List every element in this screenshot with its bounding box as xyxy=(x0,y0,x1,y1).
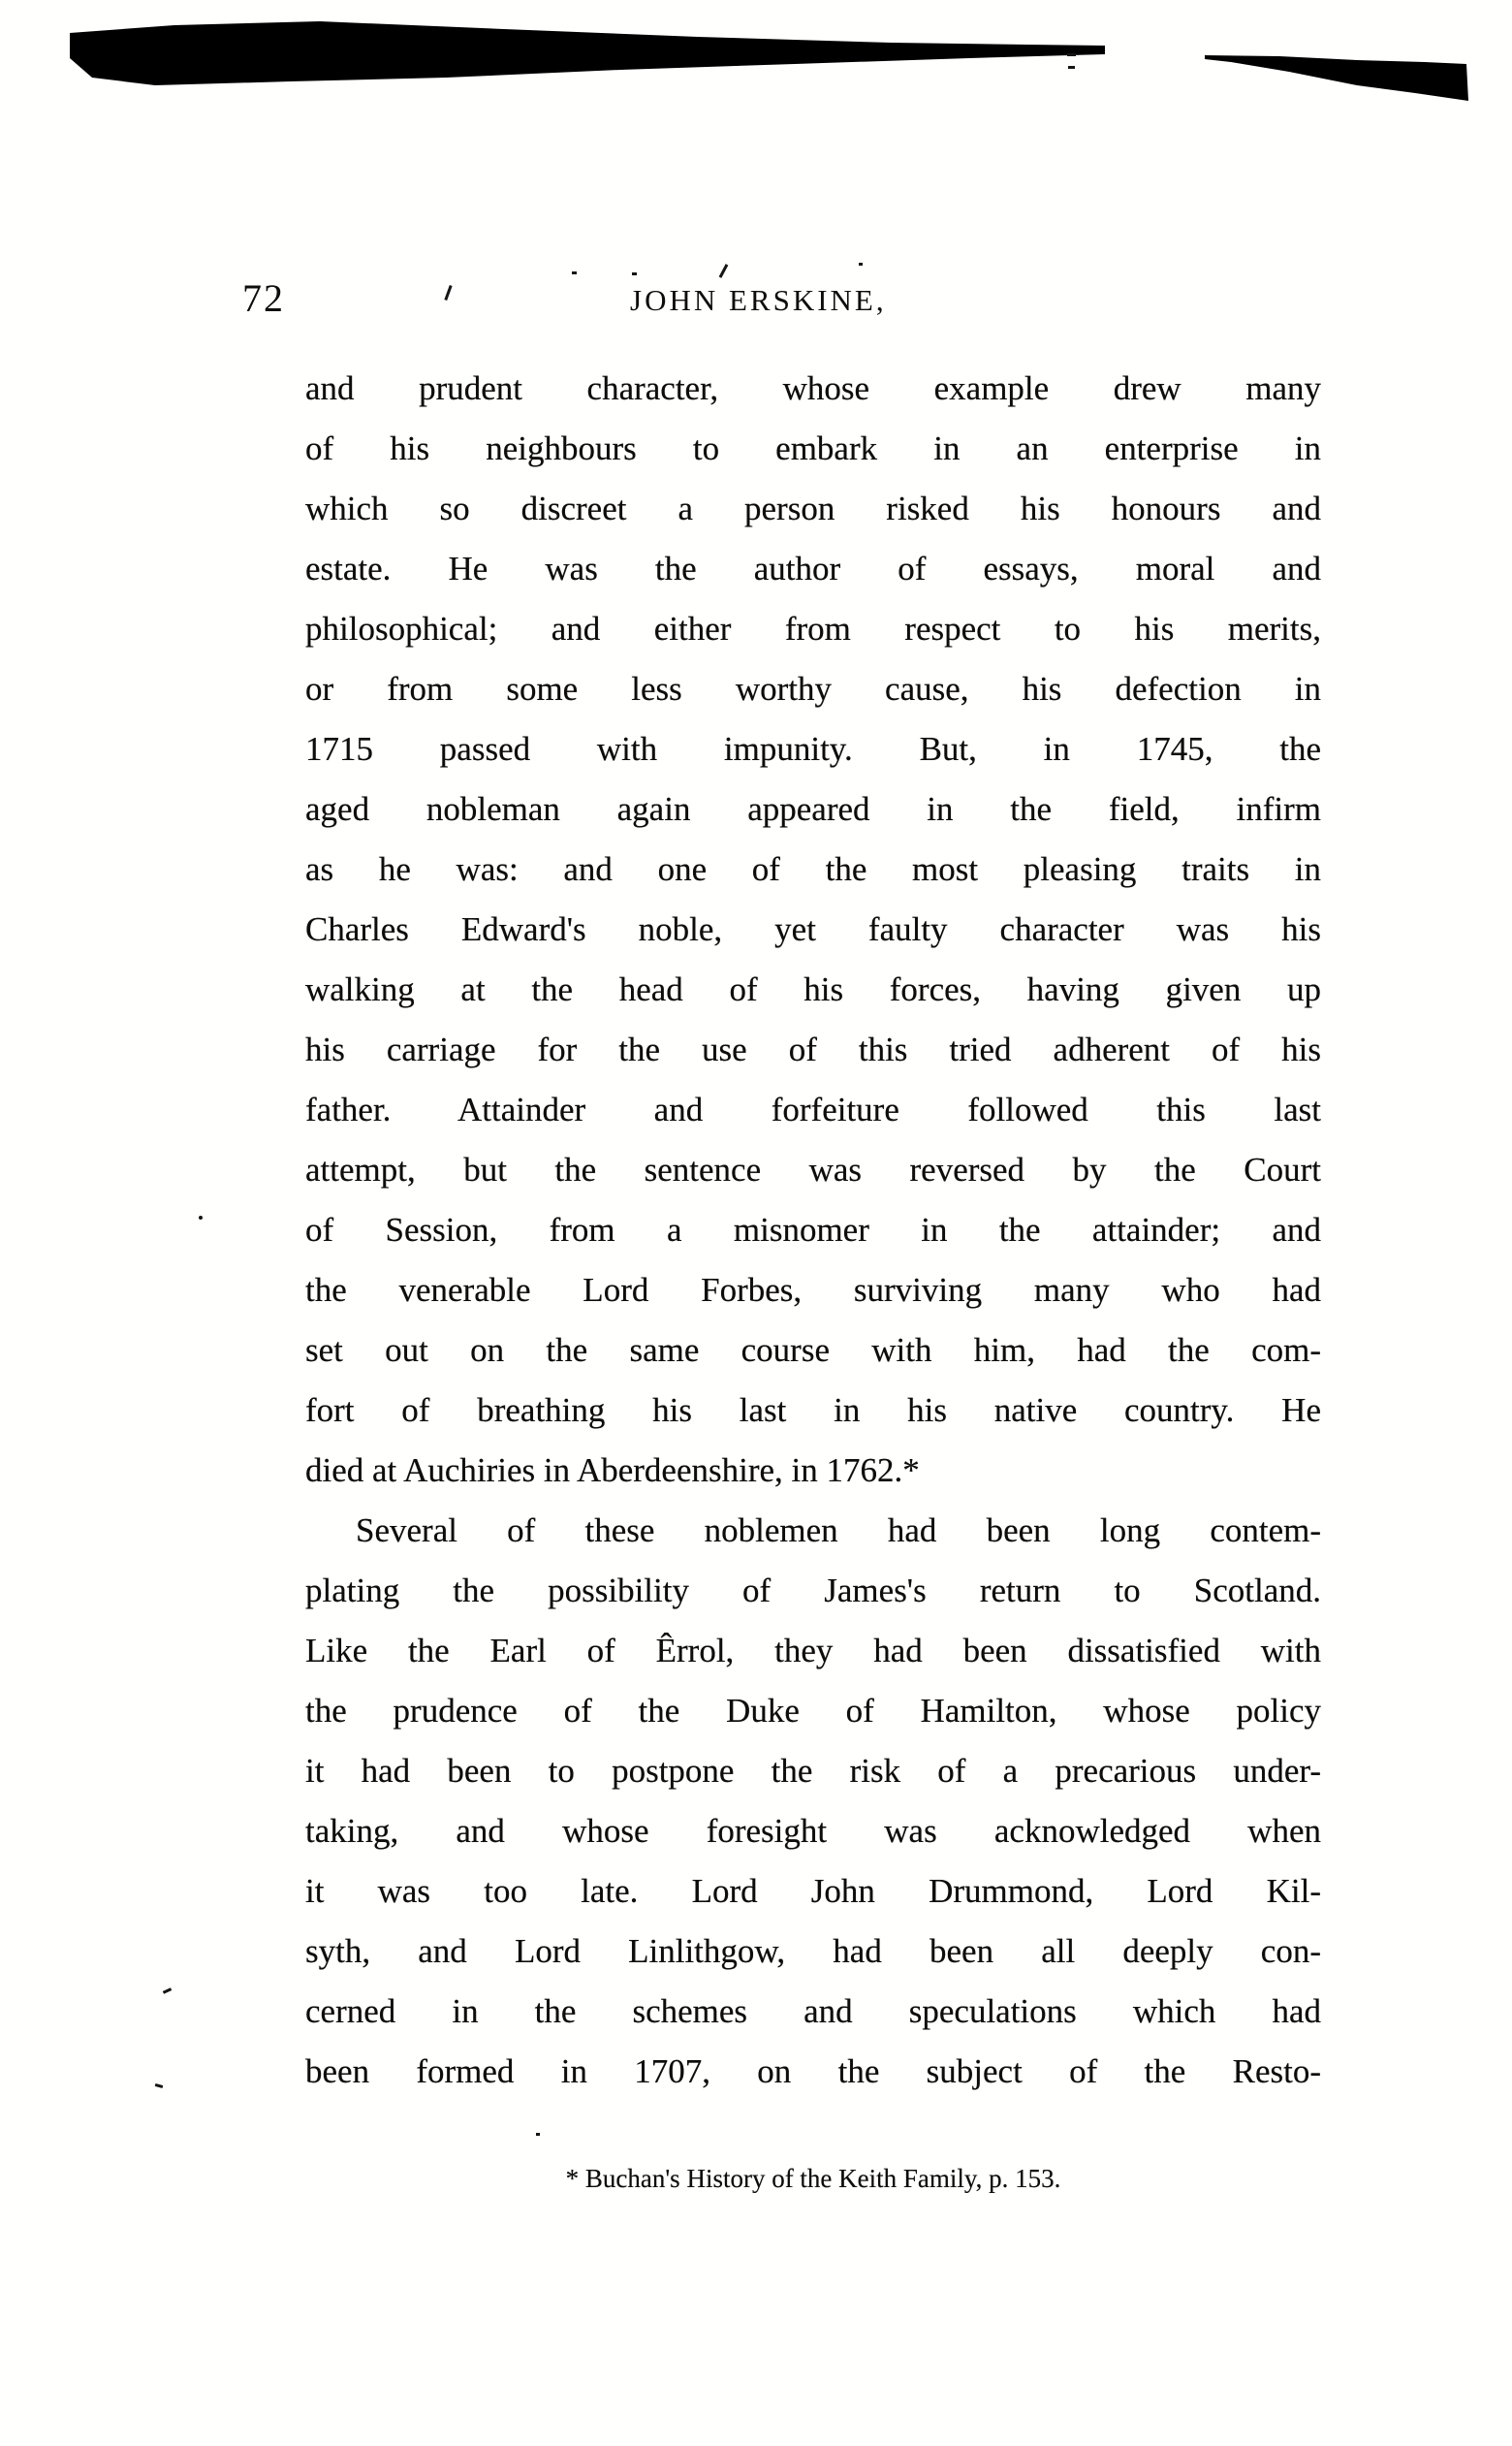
body-line: it was too late. Lord John Drummond, Lord Kil- xyxy=(305,1872,1321,1910)
body-line: of Session, from a misnomer in the attainder; and xyxy=(305,1211,1321,1249)
body-line: philosophical; and either from respect to his merits, xyxy=(305,610,1321,648)
body-line: father. Attainder and forfeiture followed this last xyxy=(305,1091,1321,1128)
scan-speck xyxy=(1067,53,1076,56)
body-line: set out on the same course with him, had the com- xyxy=(305,1331,1321,1369)
body-line: which so discreet a person risked his honours and xyxy=(305,490,1321,527)
body-line: Charles Edward's noble, yet faulty character was his xyxy=(305,910,1321,948)
body-line: Several of these noblemen had been long contem- xyxy=(356,1511,1321,1549)
running-header: JOHN ERSKINE, xyxy=(630,283,887,317)
scan-speck xyxy=(859,263,863,266)
body-line: his carriage for the use of this tried adherent of his xyxy=(305,1031,1321,1068)
body-line: plating the possibility of James's return to Scotland. xyxy=(305,1572,1321,1609)
body-line: Like the Earl of Êrrol, they had been dissatisfied with xyxy=(305,1632,1321,1669)
body-line: attempt, but the sentence was reversed by the Court xyxy=(305,1151,1321,1189)
body-line: or from some less worthy cause, his defection in xyxy=(305,670,1321,708)
body-line: aged nobleman again appeared in the field, infirm xyxy=(305,790,1321,828)
body-line: died at Auchiries in Aberdeenshire, in 1762.* xyxy=(305,1451,920,1489)
body-line: estate. He was the author of essays, moral and xyxy=(305,550,1321,588)
footnote: * Buchan's History of the Keith Family, p. 153. xyxy=(565,2164,1061,2193)
scan-artifact-strips xyxy=(0,0,1512,155)
body-line: of his neighbours to embark in an enterprise in xyxy=(305,429,1321,467)
body-line: walking at the head of his forces, having given up xyxy=(305,970,1321,1008)
body-line: syth, and Lord Linlithgow, had been all deeply con- xyxy=(305,1932,1321,1970)
body-line: the prudence of the Duke of Hamilton, whose policy xyxy=(305,1692,1321,1730)
paragraph-2 xyxy=(305,1501,1321,2102)
scan-speck xyxy=(632,272,637,275)
body-line: as he was: and one of the most pleasing traits in xyxy=(305,850,1321,888)
body-line: and prudent character, whose example drew many xyxy=(305,369,1321,407)
scan-speck xyxy=(572,271,577,274)
body-line: cerned in the schemes and speculations which had xyxy=(305,1992,1321,2030)
scan-speck xyxy=(719,264,729,278)
body-line: the venerable Lord Forbes, surviving many who had xyxy=(305,1271,1321,1309)
paragraph-1 xyxy=(305,359,1321,1501)
scan-artifact-top-left xyxy=(70,21,1105,85)
page-number: 72 xyxy=(242,276,285,320)
scan-speck xyxy=(1068,66,1075,69)
scan-artifact-top-right xyxy=(1205,55,1468,101)
body-line: fort of breathing his last in his native country. He xyxy=(305,1391,1321,1429)
scan-speck xyxy=(155,2083,164,2088)
scan-speck xyxy=(536,2133,540,2136)
body-line: it had been to postpone the risk of a precarious under- xyxy=(305,1752,1321,1790)
body-line: taking, and whose foresight was acknowledged when xyxy=(305,1812,1321,1850)
scan-speck xyxy=(444,285,452,301)
body-line: been formed in 1707, on the subject of the Resto- xyxy=(305,2052,1321,2090)
body-line: 1715 passed with impunity. But, in 1745, the xyxy=(305,730,1321,768)
scan-speck xyxy=(199,1216,203,1220)
scan-speck xyxy=(163,1987,172,1994)
